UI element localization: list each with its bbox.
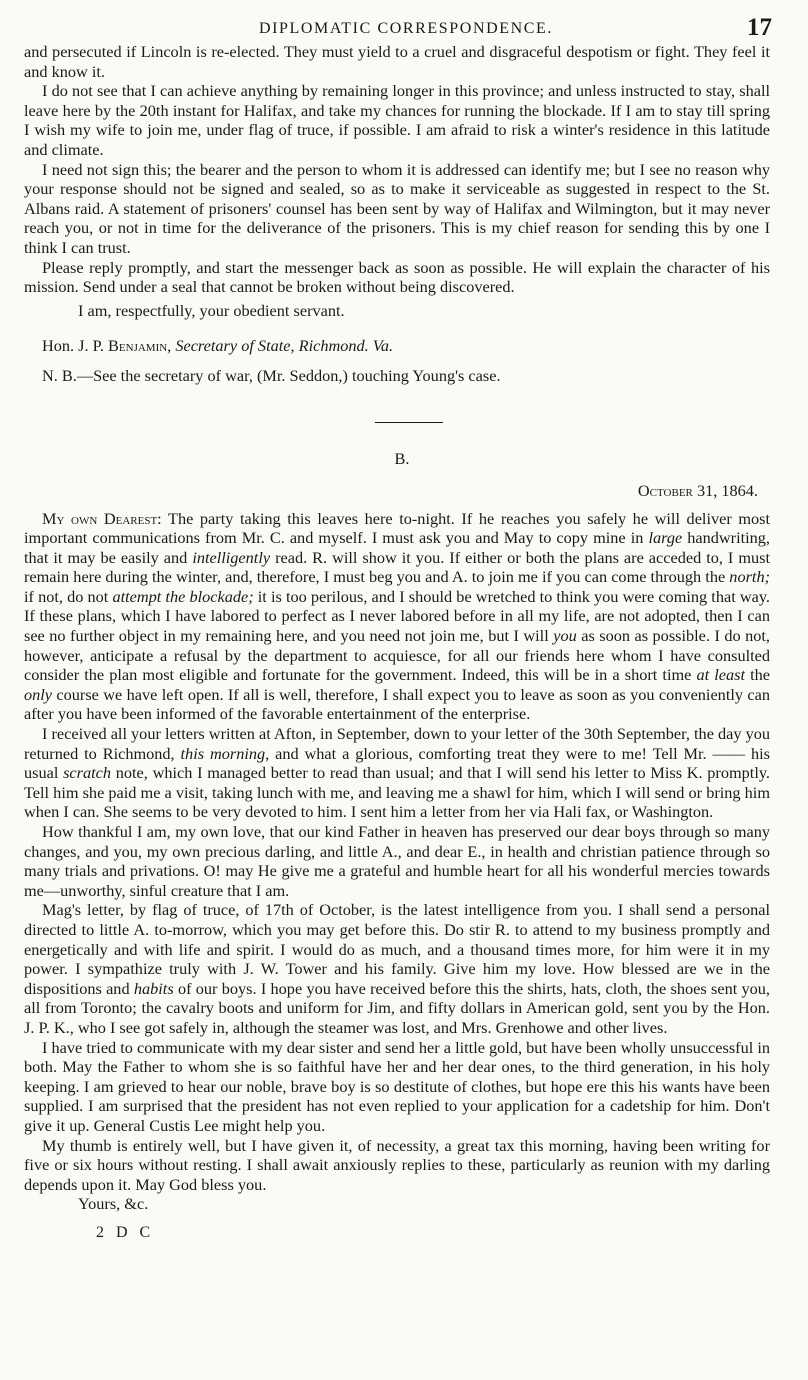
letter-b-closing: Yours, &c. xyxy=(78,1194,149,1214)
text-run: read. R. will show it you. If either or both the plans are acceded to, I must remain here during the winter, and, therefore, I must beg you and A. to join me if you can come through the xyxy=(24,547,771,587)
letter-b-salutation: My own Dearest: xyxy=(42,508,162,528)
addressee-name: Benjamin, xyxy=(108,336,172,356)
text-run: note, which I managed better to read than usual; and that I will send his letter to Miss K. promptly. Tell him she paid me a visit, taking lunch with me, and leaving me a shawl for him, which I will send or bring him when I can. She seems to be very devoted to him. I sent him a letter from her via Hali fax, or Washington. xyxy=(24,763,771,822)
letter-b xyxy=(24,449,770,1214)
italic-run: intelligently xyxy=(192,547,271,567)
printer-signature-mark: 2 D C xyxy=(96,1223,155,1241)
letter-a-closing: I am, respectfully, your obedient servant. xyxy=(78,300,345,320)
running-head xyxy=(24,0,770,42)
letter-b-date: October 31, 1864. xyxy=(637,480,758,500)
section-divider xyxy=(375,422,443,423)
text-run: course we have left open. If all is well, therefore, I shall expect you to leave as soon as you conveniently can after you have been informed of the favorable entertainment of the enterprise. xyxy=(24,684,770,724)
text-run: The party taking this leaves here to-night. If he reaches you safely he will deliver most important communications from Mr. C. and myself. I must ask you and May to copy mine in xyxy=(24,508,771,548)
italic-run: habits xyxy=(133,978,174,998)
text-run: handwriting, that it may be easily and xyxy=(24,528,771,567)
letter-b-paragraph-3: How thankful I am, my own love, that our kind Father in heaven has preserved our dear boys through so many changes, and you, my own precious darling, and little A., and dear E., in health and christian patience through so many trials and privations. O! may He give me a grateful and humble heart for all his wonderful mercies towards me—unworthy, sinful creature that I am. xyxy=(24,822,770,900)
italic-run: at least xyxy=(696,665,745,685)
letter-a-paragraph-4: Please reply promptly, and start the messenger back as soon as possible. He will explain the character of his mission. Send under a seal that cannot be broken without being discovered. xyxy=(24,257,770,297)
italic-run: scratch xyxy=(63,763,112,783)
italic-run: you xyxy=(553,626,577,646)
addressee-prefix: Hon. J. P. xyxy=(42,336,109,356)
letter-b-paragraph-4 xyxy=(24,900,770,1037)
text-run: , and what a glorious, comforting treat they were to me! Tell Mr. —— his usual xyxy=(24,743,770,783)
letter-a-paragraph-1: and persecuted if Lincoln is re-elected. They must yield to a cruel and disgraceful despotism or fight. They feel it and know it. xyxy=(24,42,770,81)
letter-b-paragraph-6: My thumb is entirely well, but I have given it, of necessity, a great tax this morning, having been writing for five or six hours without resting. I shall await anxiously replies to these, particularly as reunion with my darling depends upon it. May God bless you. xyxy=(24,1135,770,1194)
text-run: I received all your letters written at Afton, in September, down to your letter of the 30th September, the day you returned to Richmond, xyxy=(24,724,770,763)
italic-run: large xyxy=(648,528,683,548)
section-label: B. xyxy=(394,448,410,468)
letter-b-paragraph-2 xyxy=(24,724,770,822)
text-run: the xyxy=(745,665,770,685)
italic-run: only xyxy=(24,684,53,704)
text-run: Mag's letter, by flag of truce, of 17th of October, is the latest intelligence from you. I shall send a personal directed to little A. to-morrow, which you may get before this. Do stir R. to attend to my business promptly and energetically and with life and spirit. I would do as much, and a thousand times more, for him were it in my power. I sympathize truly with J. W. Tower and his family. Give him my love. How blessed are we in the dispositions and xyxy=(24,900,770,998)
text-run: as soon as possible. I do not, however, anticipate a refusal by the department to acquiesce, for all our friends here whom I have consulted consider the plan most eligible and fortunate for the government. Indeed, this will be in a short time xyxy=(24,626,771,685)
letter-a-nb: N. B.—See the secretary of war, (Mr. Seddon,) touching Young's case. xyxy=(42,365,501,385)
text-run: if not, do not xyxy=(24,586,113,606)
running-title: DIPLOMATIC CORRESPONDENCE. xyxy=(258,20,554,37)
letter-a-addressee xyxy=(24,336,770,356)
letter-a xyxy=(24,42,770,386)
text-run: it is too perilous, and I should be wretched to think you were coming that way. If these plans, which I have labored to perfect as I never labored before in all my life, are not adopted, then I can see no further object in my remaining here, and you need not join me, but I will xyxy=(24,586,770,646)
letter-a-paragraph-3: I need not sign this; the bearer and the person to whom it is addressed can identify me; but I see no reason why your response should not be signed and sealed, so as to make it serviceable as suggested in respect to the St. Albans raid. A statement of prisoners' counsel has been sent by way of Halifax and Wilmington, but it may never reach you, or not in time for the deliverance of the prisoners. This is my chief reason for sending this by one I think I can trust. xyxy=(24,159,770,257)
italic-run: north; xyxy=(729,567,770,587)
italic-run: this morning xyxy=(180,743,266,763)
text-run: of our boys. I hope you have received before this the shirts, hats, cloth, the shoes sent you, all from Toronto; the cavalry boots and uniform for Jim, and fifty dollars in American gold, sent you by the Hon. J. P. K., who I see got safely in, although the steamer was lost, and Mrs. Grenhowe and other lives. xyxy=(24,978,770,1037)
letter-b-paragraph-1 xyxy=(24,509,770,725)
italic-run: attempt the blockade; xyxy=(112,586,254,606)
letter-b-paragraph-5: I have tried to communicate with my dear sister and send her a little gold, but have been wholly unsuccessful in both. May the Father to whom she is so faithful have her and her dear ones, to the third generation, in his holy keeping. I am grieved to hear our noble, brave boy is so destitute of clothes, but hope ere this his wants have been supplied. I am surprised that the president has not even replied to your application for a cadetship for him. Don't give it up. General Custis Lee might help you. xyxy=(24,1037,770,1135)
page-number: 17 xyxy=(747,14,772,41)
addressee-title: Secretary of State, Richmond. Va. xyxy=(175,336,394,356)
letter-a-paragraph-2: I do not see that I can achieve anything by remaining longer in this province; and unless instructed to stay, shall leave here by the 20th instant for Halifax, and take my chances for running the blockade. If I am to stay till spring I wish my wife to join me, under flag of truce, if possible. I am afraid to risk a winter's residence in this latitude and climate. xyxy=(24,81,770,159)
